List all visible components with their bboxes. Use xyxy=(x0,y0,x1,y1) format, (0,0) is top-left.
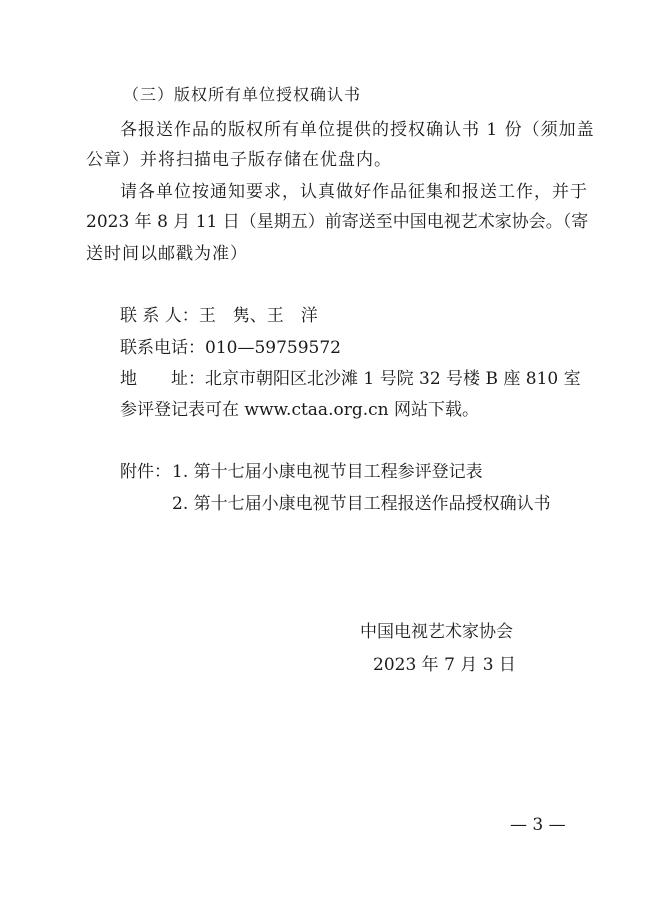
download-note: 参评登记表可在 www.ctaa.org.cn 网站下载。 xyxy=(120,400,479,420)
paragraph-line: 请各单位按通知要求，认真做好作品征集和报送工作，并于 xyxy=(120,182,588,202)
paragraph-line: 公章）并将扫描电子版存储在优盘内。 xyxy=(86,150,392,170)
section-heading: （三）版权所有单位授权确认书 xyxy=(123,85,362,104)
page-number: — 3 — xyxy=(510,815,566,835)
contact-phone xyxy=(120,336,341,360)
paragraph-line: 送时间以邮戳为准） xyxy=(86,244,248,264)
contact-phone-label: 联系电话： xyxy=(120,338,205,358)
signature-date: 2023 年 7 月 3 日 xyxy=(373,655,516,675)
signature-org: 中国电视艺术家协会 xyxy=(360,622,513,642)
contact-phone-value: 010—59759572 xyxy=(205,338,341,358)
contact-person xyxy=(120,304,318,328)
paragraph-line: 各报送作品的版权所有单位提供的授权确认书 1 份（须加盖 xyxy=(120,120,595,140)
paragraph-line: 2023 年 8 月 11 日（星期五）前寄送至中国电视艺术家协会。（寄 xyxy=(86,212,589,232)
contact-address-value: 北京市朝阳区北沙滩 1 号院 32 号楼 B 座 810 室 xyxy=(205,369,581,389)
contact-person-label: 联 系 人： xyxy=(120,306,199,326)
attachment-item: 2. 第十七届小康电视节目工程报送作品授权确认书 xyxy=(172,494,551,514)
contact-address xyxy=(120,367,581,391)
contact-person-value: 王 隽、王 洋 xyxy=(198,306,318,326)
contact-address-label: 地 址： xyxy=(120,369,205,389)
attachment-label: 附件： xyxy=(120,462,171,482)
attachment-item: 1. 第十七届小康电视节目工程参评登记表 xyxy=(172,462,483,482)
